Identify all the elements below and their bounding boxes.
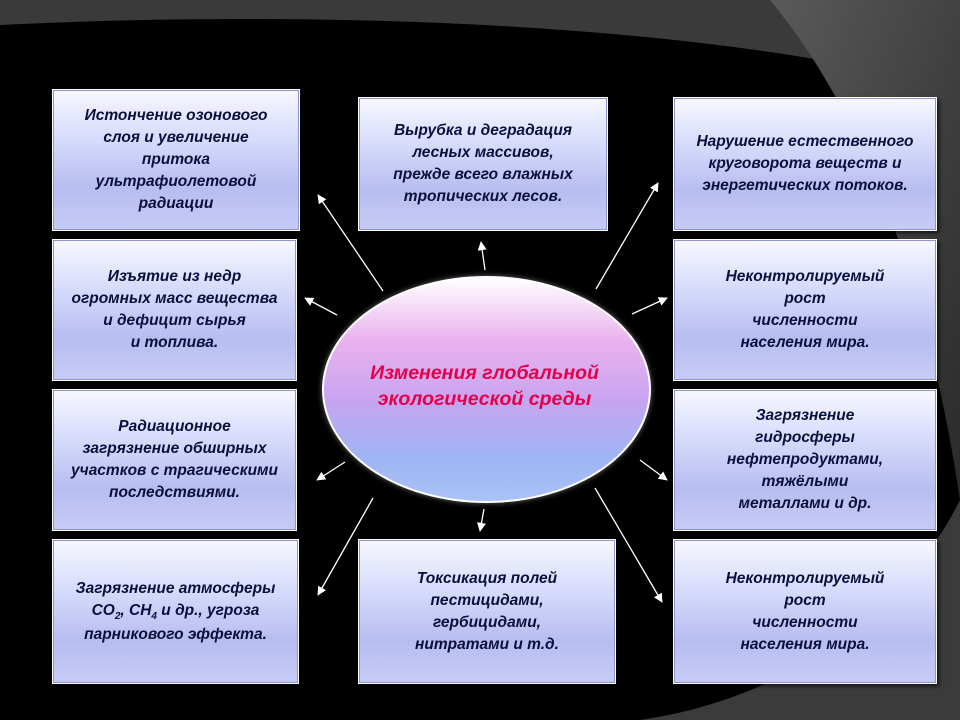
box-atmosphere-pollution [52, 539, 299, 684]
ch4-formula: $СН_4$ [129, 601, 157, 622]
box-hydrosphere-pollution: Загрязнение гидросферы нефтепродуктами, тяжёлыми металлами и др. [673, 389, 937, 531]
box-population-growth-1: Неконтролируемый рост численности населения мира. [673, 239, 937, 381]
atmosphere-line-3: парникового эффекта. [84, 625, 267, 643]
box-radiation-pollution: Радиационное загрязнение обширных участков с трагическими последствиями. [52, 389, 297, 531]
atmosphere-line-1: Загрязнение атмосферы [75, 579, 276, 597]
co2-formula: $СО_2$ [91, 601, 121, 622]
atmosphere-text: Загрязнение атмосферы $СО_2$, $СН_4$ и др., угроза парникового эффекта. [75, 579, 276, 643]
box-cycle-disruption: Нарушение естественного круговорота веществ и энергетических потоков. [673, 97, 937, 231]
box-population-growth-2: Неконтролируемый рост численности населения мира. [673, 539, 937, 684]
box-deforestation: Вырубка и деградация лесных массивов, прежде всего влажных тропических лесов. [358, 97, 608, 231]
center-title: Изменения глобальной экологической среды [370, 362, 599, 410]
box-ozone-depletion: Истончение озонового слоя и увеличение притока ультрафиолетовой радиации [52, 89, 300, 231]
box-field-toxication: Токсикация полей пестицидами, гербицидами, нитратами и т.д. [358, 539, 616, 684]
box-resource-depletion: Изъятие из недр огромных масс вещества и дефицит сырья и топлива. [52, 239, 297, 381]
